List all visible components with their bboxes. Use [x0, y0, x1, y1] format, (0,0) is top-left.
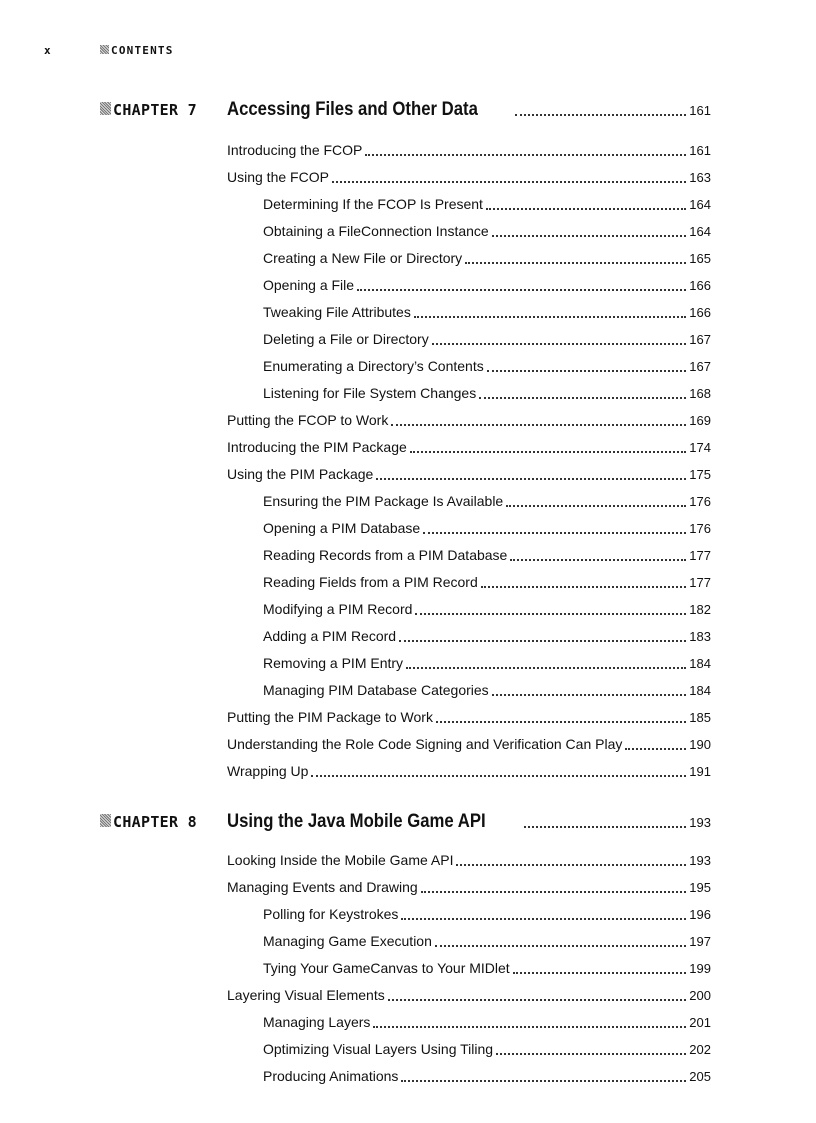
toc-entry-page-number: 168 — [689, 386, 711, 401]
dot-leader — [496, 1053, 686, 1055]
toc-entry[interactable] — [227, 1009, 711, 1036]
dot-leader — [357, 289, 686, 291]
toc-entry[interactable] — [227, 542, 711, 569]
toc-entry[interactable] — [227, 191, 711, 218]
dot-leader — [486, 208, 686, 210]
toc-entry-title: Layering Visual Elements — [227, 987, 385, 1003]
toc-entry[interactable] — [227, 218, 711, 245]
dot-leader — [311, 775, 686, 777]
dot-leader — [506, 505, 686, 507]
toc-entry-title: Enumerating a Directory’s Contents — [263, 358, 484, 374]
dot-leader — [421, 891, 686, 893]
toc-entry[interactable] — [227, 272, 711, 299]
section-marker-icon — [100, 45, 109, 54]
toc-entry-page-number: 175 — [689, 467, 711, 482]
toc-entry[interactable] — [227, 758, 711, 785]
toc-entry[interactable] — [227, 164, 711, 191]
dot-leader — [481, 586, 686, 588]
toc-entry-title: Reading Records from a PIM Database — [263, 547, 508, 563]
toc-entry-title: Listening for File System Changes — [263, 385, 477, 401]
toc-entry[interactable] — [227, 326, 711, 353]
chapter-marker-icon — [100, 814, 111, 827]
toc-entry[interactable] — [227, 515, 711, 542]
toc-entry-page-number: 199 — [689, 961, 711, 976]
toc-entry-title: Reading Fields from a PIM Record — [263, 574, 478, 590]
toc-entry[interactable] — [227, 137, 711, 164]
toc-entry-page-number: 163 — [689, 170, 711, 185]
toc-entry[interactable] — [227, 299, 711, 326]
toc-entry-title: Introducing the FCOP — [227, 142, 363, 158]
dot-leader — [513, 972, 686, 974]
toc-entry-page-number: 202 — [689, 1042, 711, 1057]
toc-entry-title: Tweaking File Attributes — [263, 304, 411, 320]
toc-entry-title: Deleting a File or Directory — [263, 331, 429, 347]
toc-entry-title: Optimizing Visual Layers Using Tiling — [263, 1041, 494, 1057]
running-head — [100, 44, 174, 57]
chapter-label — [100, 809, 197, 835]
toc-entry-title: Opening a File — [263, 277, 355, 293]
toc-entry-page-number: 185 — [689, 710, 711, 725]
toc-entry[interactable] — [227, 901, 711, 928]
chapter-title: Accessing Files and Other Data — [227, 99, 478, 120]
toc-entry-title: Opening a PIM Database — [263, 520, 421, 536]
dot-leader — [388, 999, 686, 1001]
toc-entry-page-number: 176 — [689, 521, 711, 536]
chapter-label-text: CHAPTER 7 — [113, 101, 197, 119]
toc-entry[interactable] — [227, 461, 711, 488]
toc-entry-title: Determining If the FCOP Is Present — [263, 196, 483, 212]
toc-entry-page-number: 197 — [689, 934, 711, 949]
toc-entry-title: Understanding the Role Code Signing and Verification Can Play — [227, 736, 623, 752]
toc-entry-page-number: 205 — [689, 1069, 711, 1084]
toc-entry-page-number: 165 — [689, 251, 711, 266]
dot-leader — [510, 559, 686, 561]
dot-leader — [414, 316, 686, 318]
toc-entry[interactable] — [227, 677, 711, 704]
chapter-label — [100, 97, 197, 123]
toc-entry[interactable] — [227, 380, 711, 407]
toc-entry-page-number: 177 — [689, 548, 711, 563]
toc-entry-title: Managing Events and Drawing — [227, 879, 418, 895]
dot-leader — [432, 343, 686, 345]
toc-entry[interactable] — [227, 704, 711, 731]
toc-entries — [227, 847, 711, 1090]
dot-leader — [436, 721, 686, 723]
toc-entry[interactable] — [227, 650, 711, 677]
dot-leader — [515, 114, 686, 116]
toc-entry[interactable] — [227, 434, 711, 461]
toc-entry-page-number: 191 — [689, 764, 711, 779]
toc-entry-title: Using the PIM Package — [227, 466, 374, 482]
dot-leader — [524, 826, 686, 828]
dot-leader — [376, 478, 686, 480]
toc-entry-page-number: 183 — [689, 629, 711, 644]
toc-entry-title: Putting the FCOP to Work — [227, 412, 389, 428]
toc-entry-title: Managing PIM Database Categories — [263, 682, 489, 698]
chapter-page-number: 193 — [689, 815, 711, 830]
toc-entry-title: Removing a PIM Entry — [263, 655, 404, 671]
dot-leader — [401, 1080, 686, 1082]
chapter-title-row[interactable] — [227, 97, 711, 123]
chapter-title-row[interactable] — [227, 809, 711, 835]
toc-entry[interactable] — [227, 353, 711, 380]
chapter-title: Using the Java Mobile Game API — [227, 811, 486, 832]
dot-leader — [406, 667, 686, 669]
dot-leader — [492, 694, 686, 696]
chapter-page-number: 161 — [689, 103, 711, 118]
dot-leader — [410, 451, 686, 453]
toc-entry-page-number: 177 — [689, 575, 711, 590]
dot-leader — [332, 181, 686, 183]
toc-entry-page-number: 167 — [689, 332, 711, 347]
dot-leader — [391, 424, 686, 426]
toc-entry-page-number: 166 — [689, 278, 711, 293]
dot-leader — [492, 235, 686, 237]
toc-entry-page-number: 176 — [689, 494, 711, 509]
toc-entry-title: Adding a PIM Record — [263, 628, 397, 644]
toc-entry-page-number: 182 — [689, 602, 711, 617]
toc-entry-title: Using the FCOP — [227, 169, 329, 185]
toc-entry-page-number: 169 — [689, 413, 711, 428]
toc-entry-title: Putting the PIM Package to Work — [227, 709, 433, 725]
dot-leader — [625, 748, 686, 750]
dot-leader — [435, 945, 686, 947]
toc-entry[interactable] — [227, 874, 711, 901]
running-head-text: CONTENTS — [111, 44, 174, 57]
toc-entry-page-number: 184 — [689, 656, 711, 671]
toc-entry[interactable] — [227, 569, 711, 596]
toc-entry-page-number: 166 — [689, 305, 711, 320]
dot-leader — [423, 532, 686, 534]
toc-entry-title: Obtaining a FileConnection Instance — [263, 223, 489, 239]
toc-entry-title: Ensuring the PIM Package Is Available — [263, 493, 504, 509]
dot-leader — [399, 640, 686, 642]
dot-leader — [415, 613, 686, 615]
dot-leader — [373, 1026, 686, 1028]
toc-entry-title: Managing Layers — [263, 1014, 371, 1030]
toc-entry[interactable] — [227, 245, 711, 272]
toc-entry[interactable] — [227, 1063, 711, 1090]
toc-entry-title: Modifying a PIM Record — [263, 601, 413, 617]
toc-entry-page-number: 201 — [689, 1015, 711, 1030]
dot-leader — [465, 262, 686, 264]
toc-entry[interactable] — [227, 407, 711, 434]
toc-entry-title: Tying Your GameCanvas to Your MIDlet — [263, 960, 510, 976]
toc-entry-title: Creating a New File or Directory — [263, 250, 463, 266]
toc-entry-title: Managing Game Execution — [263, 933, 432, 949]
chapter-marker-icon — [100, 102, 111, 115]
page-number: x — [44, 44, 52, 57]
dot-leader — [487, 370, 686, 372]
toc-entry-page-number: 200 — [689, 988, 711, 1003]
toc-entry-page-number: 195 — [689, 880, 711, 895]
toc-entry-page-number: 164 — [689, 224, 711, 239]
toc-entry-page-number: 193 — [689, 853, 711, 868]
toc-entry-title: Polling for Keystrokes — [263, 906, 399, 922]
toc-entry-title: Producing Animations — [263, 1068, 399, 1084]
toc-entry-title: Wrapping Up — [227, 763, 309, 779]
toc-entry-title: Looking Inside the Mobile Game API — [227, 852, 454, 868]
toc-entry[interactable] — [227, 982, 711, 1009]
toc-entry-title: Introducing the PIM Package — [227, 439, 407, 455]
toc-entry[interactable] — [227, 596, 711, 623]
toc-entry-page-number: 196 — [689, 907, 711, 922]
toc-entry[interactable] — [227, 1036, 711, 1063]
toc-entry[interactable] — [227, 623, 711, 650]
toc-entries — [227, 137, 711, 785]
toc-entry-page-number: 184 — [689, 683, 711, 698]
toc-entry-page-number: 164 — [689, 197, 711, 212]
toc-entry[interactable] — [227, 955, 711, 982]
chapter-label-text: CHAPTER 8 — [113, 813, 197, 831]
toc-entry-page-number: 167 — [689, 359, 711, 374]
dot-leader — [401, 918, 686, 920]
toc-entry-page-number: 174 — [689, 440, 711, 455]
toc-entry[interactable] — [227, 928, 711, 955]
toc-entry[interactable] — [227, 731, 711, 758]
toc-entry-page-number: 190 — [689, 737, 711, 752]
toc-entry-page-number: 161 — [689, 143, 711, 158]
toc-entry[interactable] — [227, 488, 711, 515]
dot-leader — [365, 154, 686, 156]
dot-leader — [479, 397, 686, 399]
toc-entry[interactable] — [227, 847, 711, 874]
dot-leader — [456, 864, 686, 866]
